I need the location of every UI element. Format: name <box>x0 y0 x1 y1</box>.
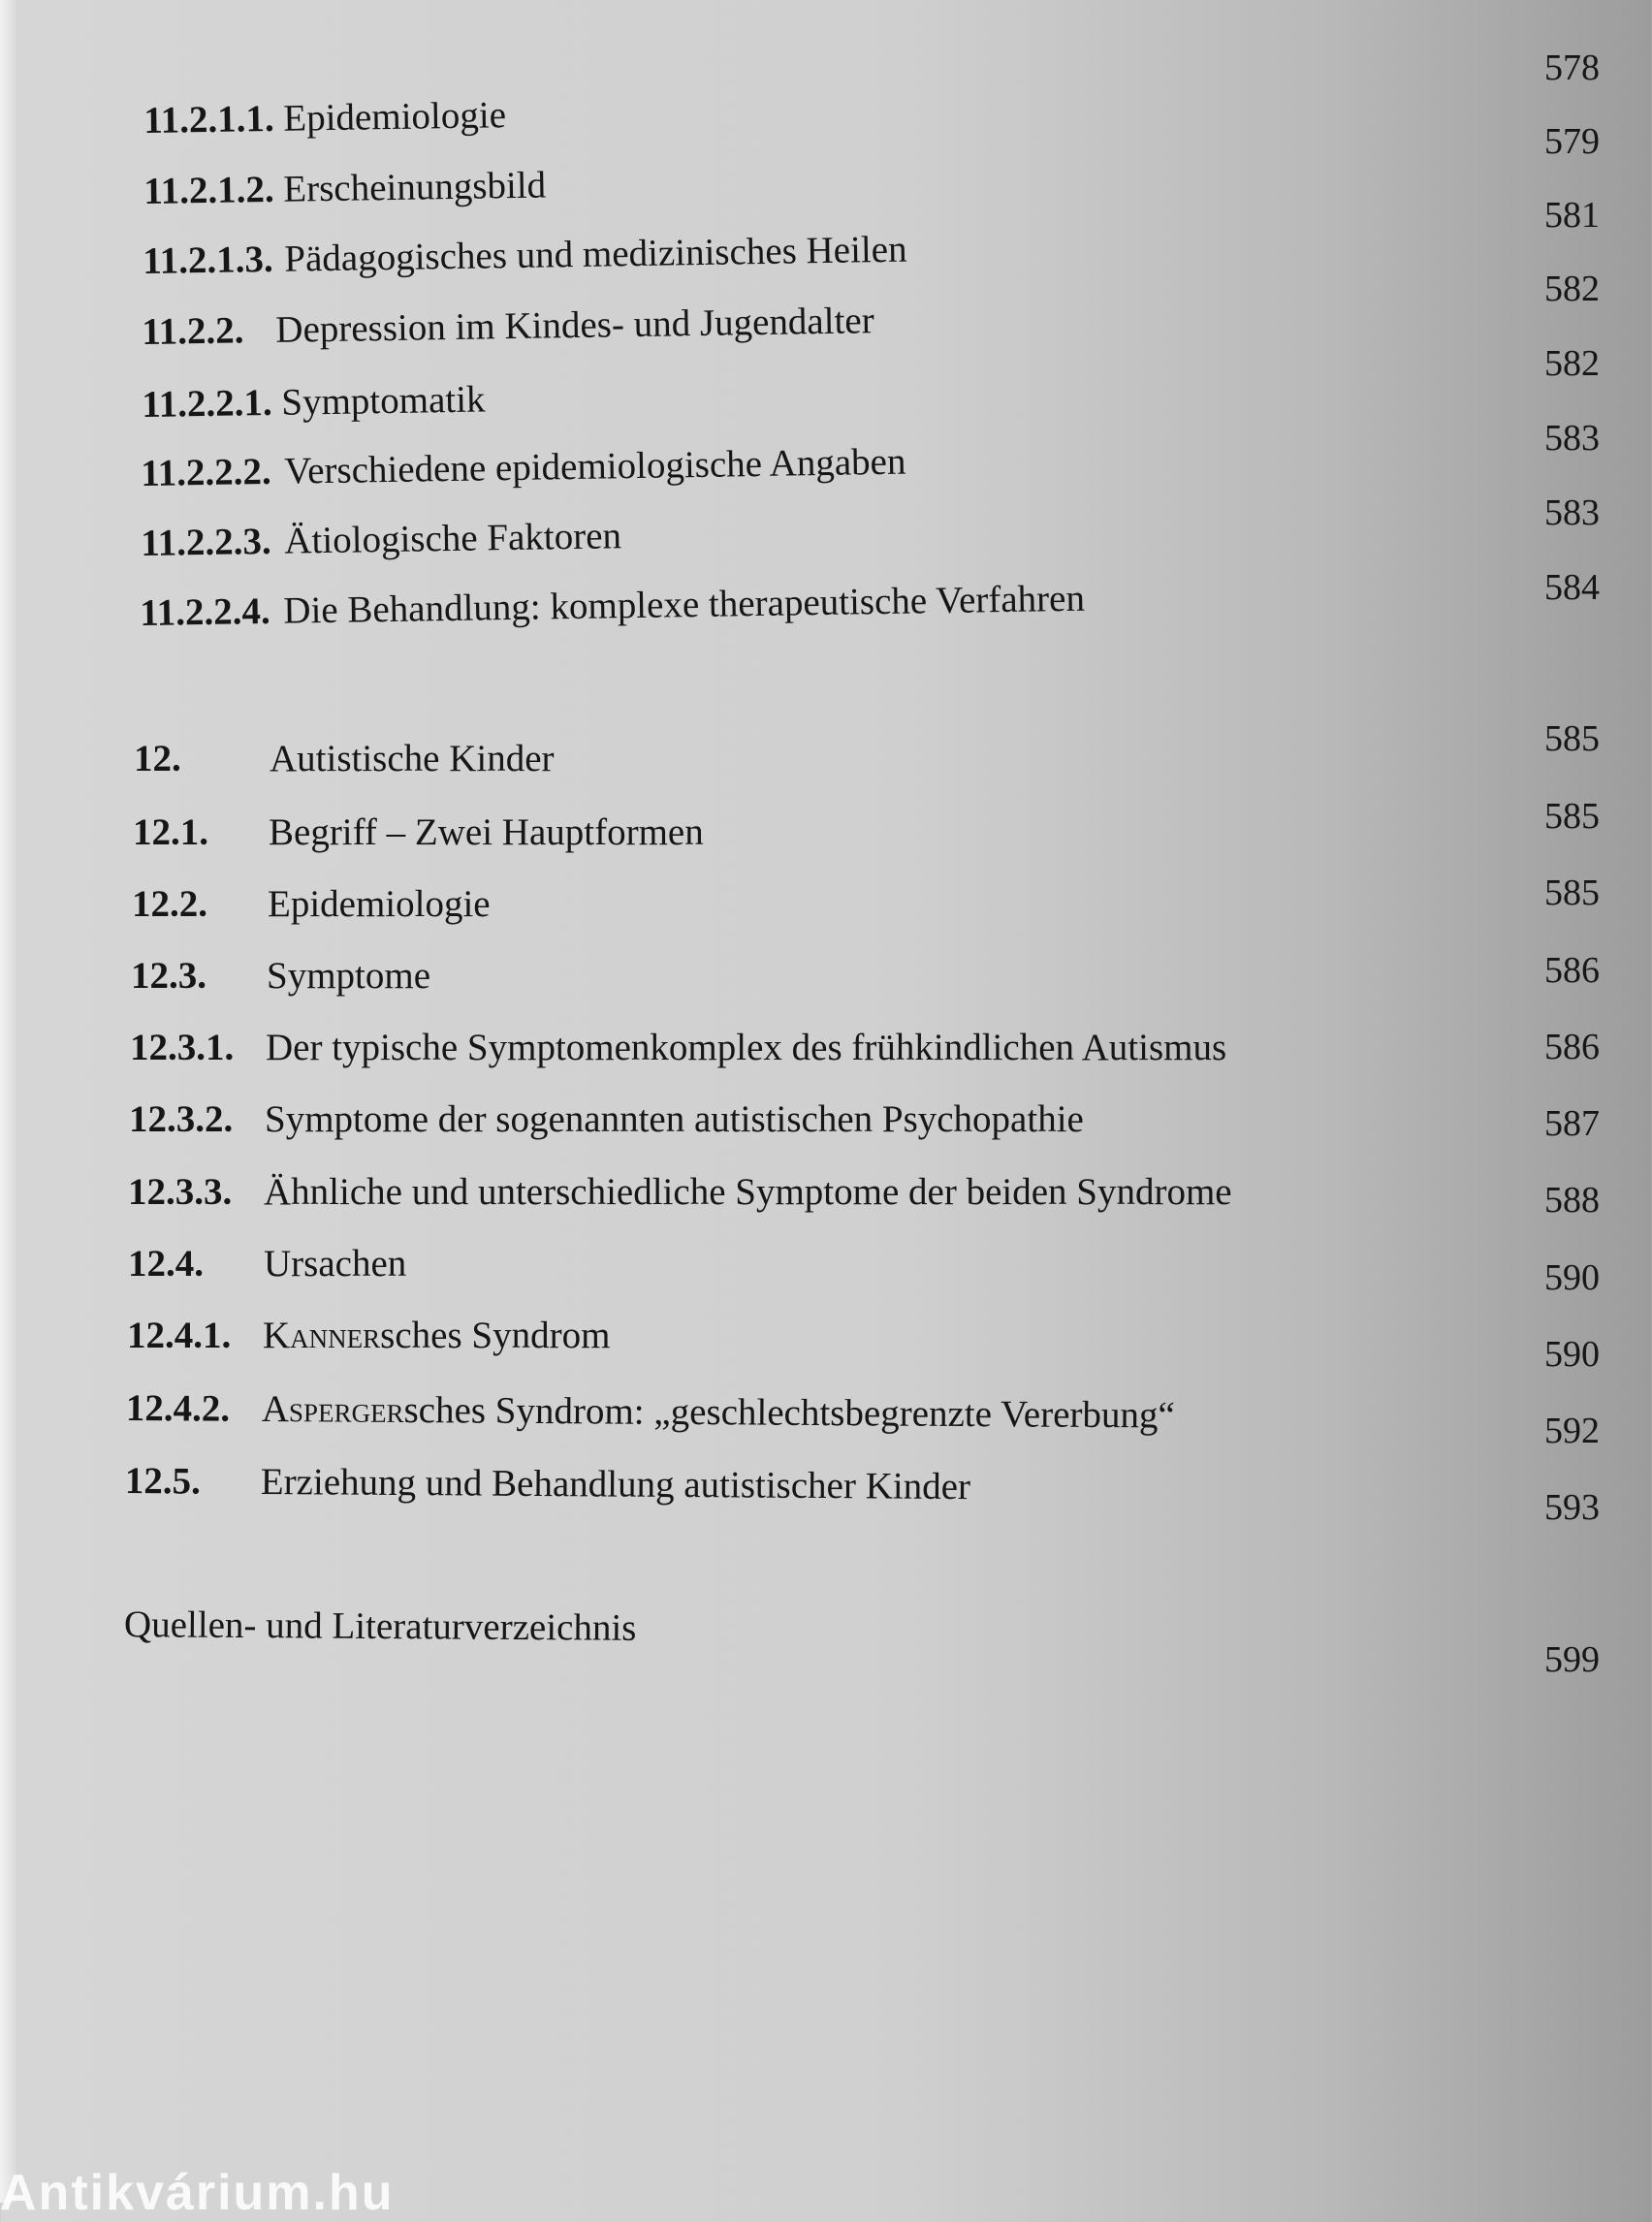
toc-number: 12.3.1. <box>130 1027 235 1068</box>
toc-title: Ätiologische Faktoren <box>283 515 622 562</box>
toc-title: Symptome der sogenannten autistischen Psychopathie <box>265 1098 1084 1140</box>
page-number: 590 <box>1544 1334 1600 1375</box>
toc-number: 12.4.1. <box>127 1315 232 1356</box>
toc-title <box>263 1314 610 1357</box>
references-entry: Quellen- und Literaturverzeichnis <box>123 1603 637 1649</box>
toc-number: 11.2.2. <box>142 309 244 353</box>
page-number: 586 <box>1544 950 1600 991</box>
page-number: 588 <box>1544 1180 1600 1221</box>
page-number: 583 <box>1544 418 1600 459</box>
toc-number: 12. <box>134 738 181 779</box>
page-number: 593 <box>1544 1487 1600 1528</box>
toc-title: Autistische Kinder <box>270 738 555 779</box>
page-number: 581 <box>1544 195 1600 236</box>
toc-title: Erziehung und Behandlung autistischer Kinder <box>260 1460 971 1508</box>
page-number: 585 <box>1544 873 1600 913</box>
toc-title: Begriff – Zwei Hauptformen <box>269 811 704 853</box>
page-number: 587 <box>1544 1103 1600 1144</box>
page-number: 586 <box>1544 1027 1600 1067</box>
toc-number: 11.2.1.3. <box>143 238 274 282</box>
page-number: 590 <box>1544 1257 1600 1298</box>
author-name-smallcaps: Kanner <box>263 1315 381 1356</box>
page-number: 583 <box>1544 492 1600 533</box>
toc-title: Pädagogisches und medizinisches Heilen <box>283 228 907 280</box>
toc-title: Epidemiologie <box>282 94 507 140</box>
toc-title: Depression im Kindes- und Jugendalter <box>274 300 874 351</box>
page-number: 585 <box>1544 718 1600 759</box>
toc-title <box>262 1387 1175 1438</box>
toc-title: Symptome <box>267 955 431 997</box>
toc-number: 12.3.3. <box>128 1171 233 1213</box>
toc-number: 11.2.2.2. <box>141 450 272 494</box>
toc-title: Ähnliche und unterschiedliche Symptome der beiden Syndrome <box>264 1171 1232 1213</box>
toc-number: 11.2.1.2. <box>143 168 275 212</box>
toc-title: Verschiedene epidemiologische Angaben <box>283 440 906 492</box>
page-number: 578 <box>1544 48 1600 88</box>
page-number: 584 <box>1544 567 1600 608</box>
toc-number: 11.2.1.1. <box>143 97 275 142</box>
author-name-smallcaps: Asperger <box>261 1387 404 1432</box>
toc-title: Symptomatik <box>280 378 486 424</box>
toc-number: 11.2.2.4. <box>140 589 271 634</box>
page-number: 582 <box>1544 343 1600 384</box>
toc-number: 12.5. <box>124 1460 201 1503</box>
toc-title: Ursachen <box>264 1243 407 1285</box>
toc-title-rest: sches Syndrom: „geschlechtsbegrenzte Vererbung“ <box>403 1389 1175 1437</box>
page-number: 582 <box>1544 269 1600 309</box>
toc-title-rest: sches Syndrom <box>380 1315 611 1356</box>
toc-title: Der typische Symptomenkomplex des frühkindlichen Autismus <box>266 1027 1227 1068</box>
page-number: 585 <box>1544 796 1600 837</box>
toc-title: Die Behandlung: komplexe therapeutische Verfahren <box>282 577 1086 632</box>
toc-title: Erscheinungsbild <box>282 164 547 210</box>
watermark-logo: Antikvárium.hu <box>0 2165 395 2221</box>
toc-number: 12.2. <box>132 883 207 925</box>
toc-number: 12.3. <box>131 955 206 997</box>
toc-title: Epidemiologie <box>268 883 491 925</box>
page-number: 592 <box>1544 1411 1600 1451</box>
toc-number: 12.3.2. <box>129 1098 234 1140</box>
toc-number: 12.1. <box>133 811 208 853</box>
page-number: 579 <box>1544 121 1600 162</box>
page-edge <box>0 0 16 2203</box>
toc-number: 12.4. <box>128 1243 204 1285</box>
toc-number: 11.2.2.1. <box>142 381 273 426</box>
toc-number: 12.4.2. <box>125 1387 231 1430</box>
toc-number: 11.2.2.3. <box>141 520 272 564</box>
page-number: 599 <box>1544 1639 1600 1680</box>
